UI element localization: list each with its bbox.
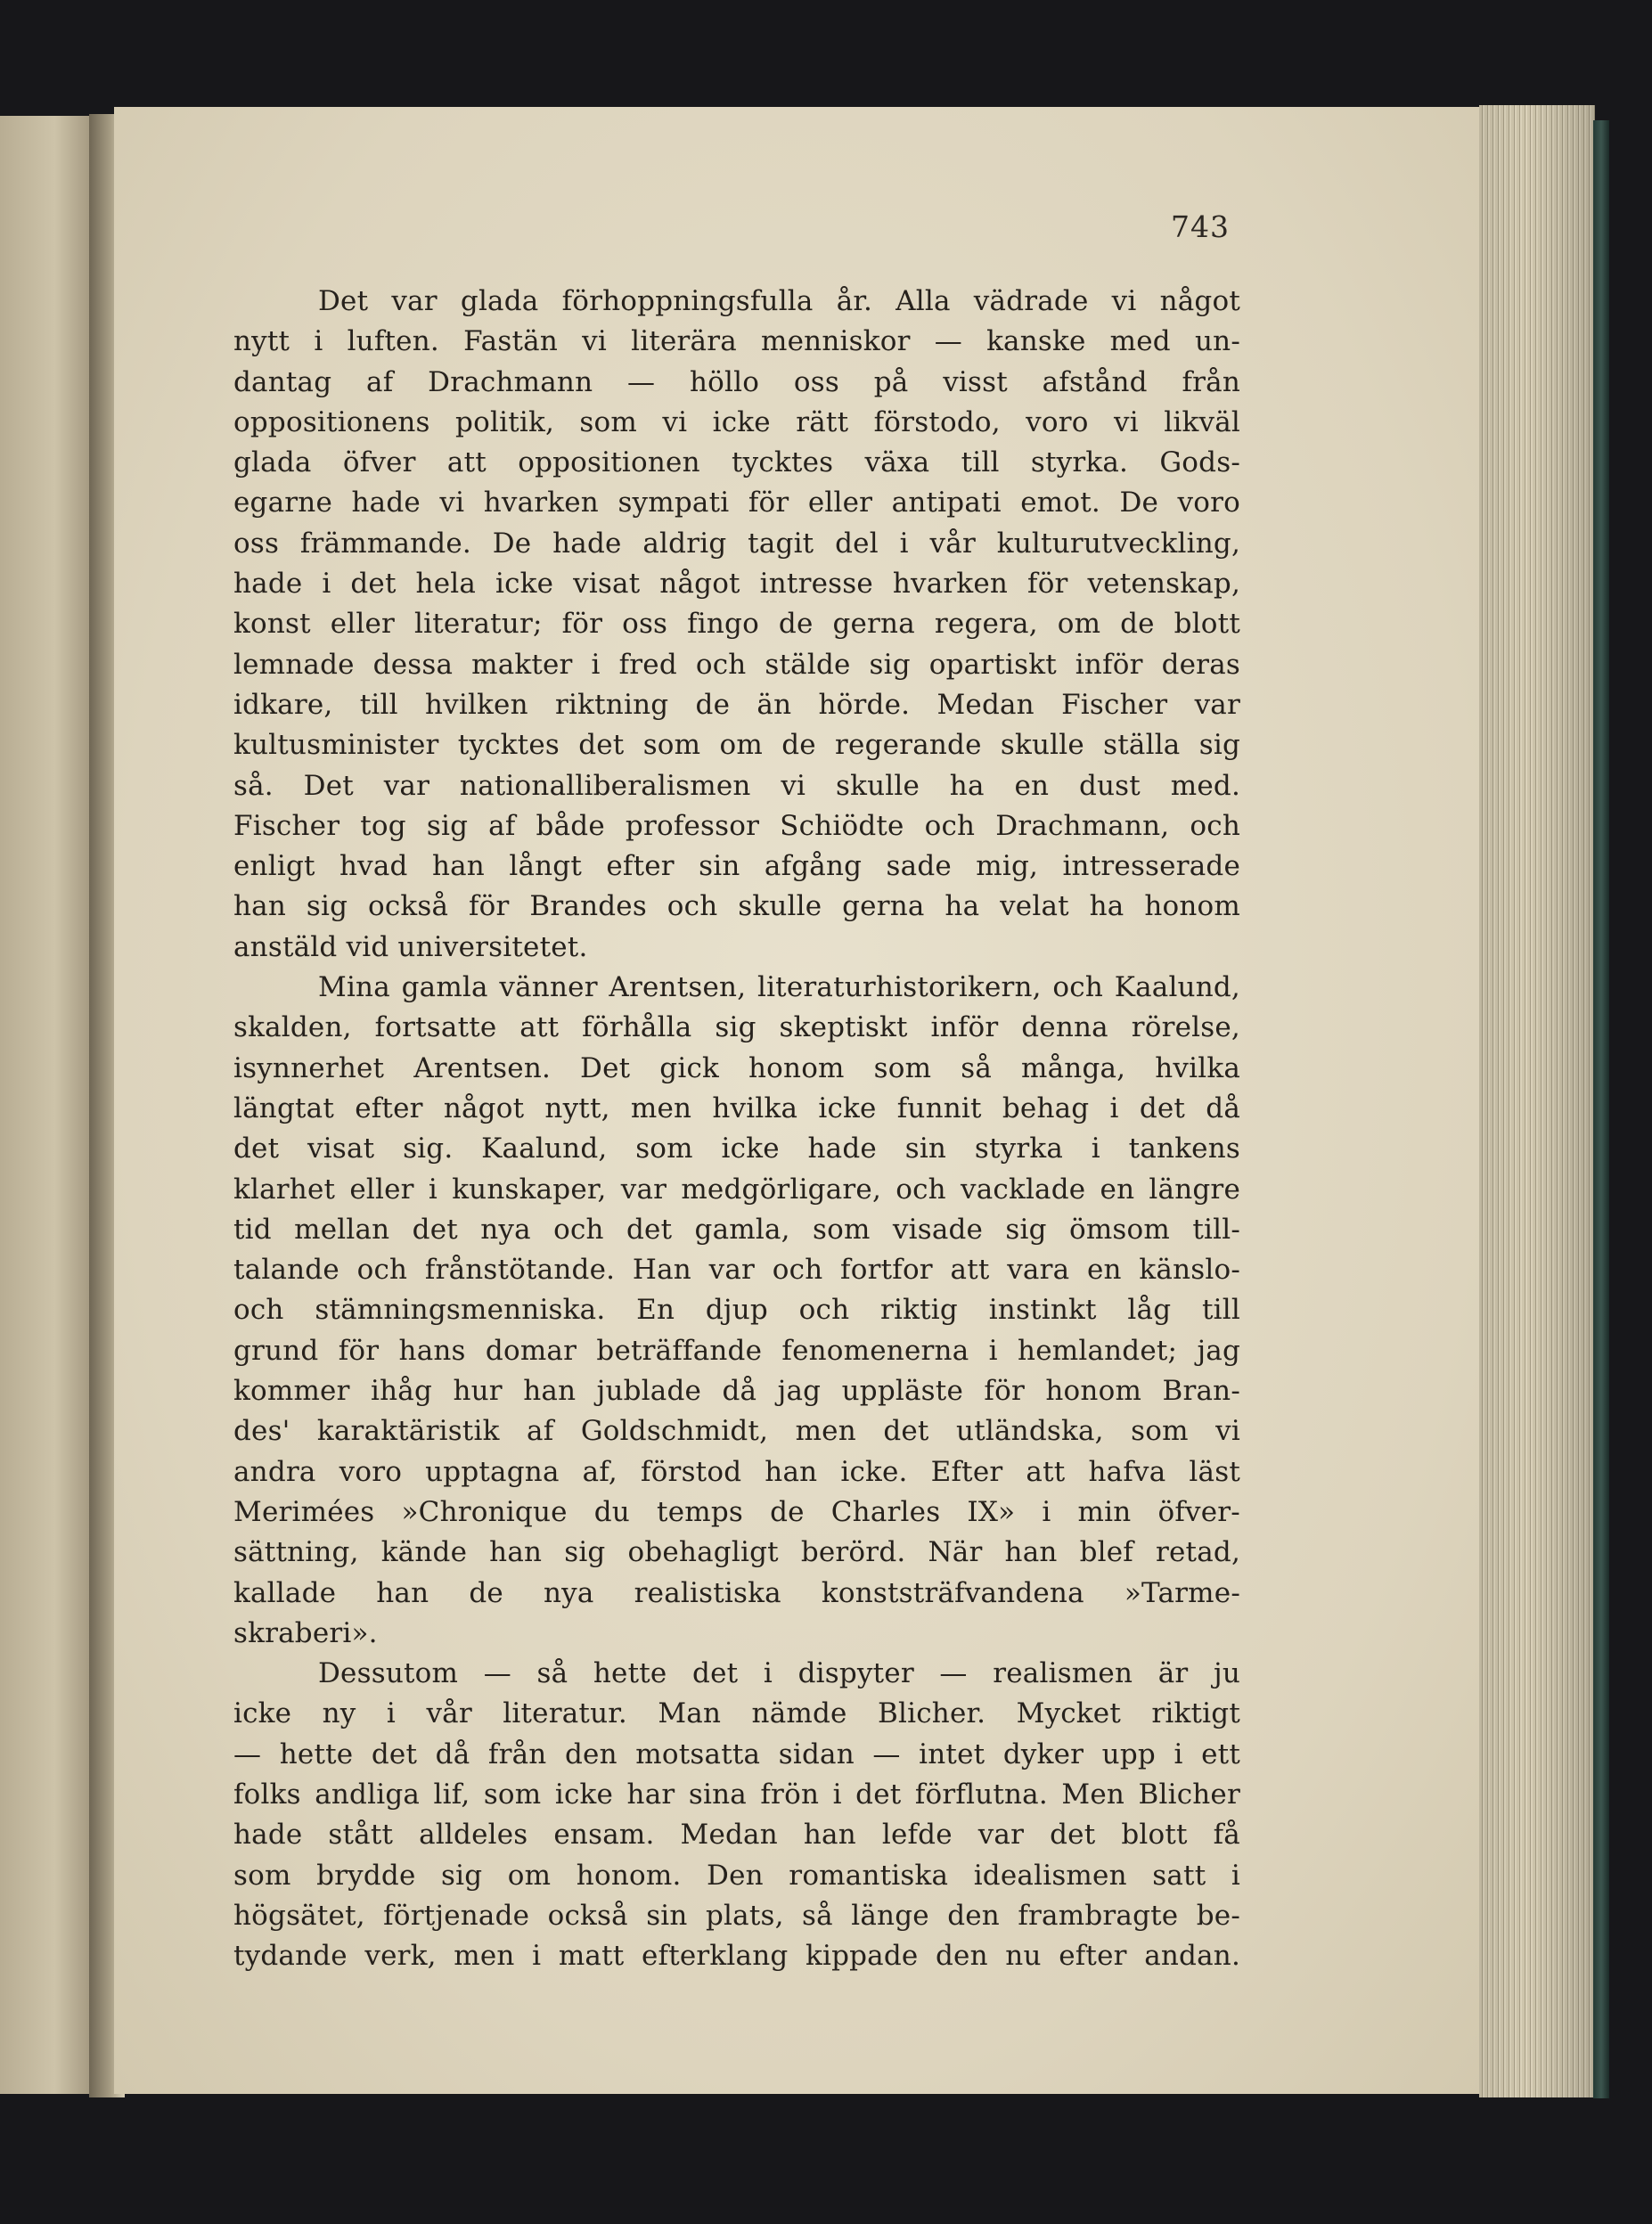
text-line: sättning, kände han sig obehagligt berörd. När han blef retad,	[233, 1536, 1240, 1569]
previous-page-edge	[0, 116, 100, 2094]
text-line: oppositionens politik, som vi icke rätt förstodo, voro vi likväl	[233, 405, 1240, 438]
text-line: kommer ihåg hur han jublade då jag uppläste för honom Bran-	[233, 1375, 1240, 1408]
text-line: egarne hade vi hvarken sympati för eller antipati emot. De voro	[233, 487, 1240, 519]
page-text	[233, 282, 1240, 1976]
text-line: isynnerhet Arentsen. Det gick honom som så många, hvilka	[233, 1051, 1240, 1084]
text-line: des' karaktäristik af Goldschmidt, men det utländska, som vi	[233, 1415, 1240, 1448]
text-line: som brydde sig om honom. Den romantiska idealismen satt i	[233, 1859, 1240, 1892]
text-line: tid mellan det nya och det gamla, som visade sig ömsom till-	[233, 1213, 1240, 1246]
text-line: — hette det då från den motsatta sidan — intet dyker upp i ett	[233, 1738, 1240, 1770]
text-line: oss främmande. De hade aldrig tagit del i vår kulturutveckling,	[233, 527, 1240, 560]
text-line: det visat sig. Kaalund, som icke hade sin styrka i tankens	[233, 1132, 1240, 1165]
text-line: Fischer tog sig af både professor Schiödte och Drachmann, och	[233, 809, 1240, 842]
text-line: högsätet, förtjenade också sin plats, så länge den frambragte be-	[233, 1899, 1240, 1932]
book-cover-edge	[1593, 120, 1609, 2098]
page-number: 743	[1171, 209, 1230, 244]
text-line: nytt i luften. Fastän vi literära menniskor — kanske med un-	[233, 325, 1240, 358]
text-line: kallade han de nya realistiska konststräfvandena »Tarme-	[233, 1576, 1240, 1609]
text-line: Mina gamla vänner Arentsen, literaturhistorikern, och Kaalund,	[318, 971, 1240, 1004]
text-line: hade i det hela icke visat något intresse hvarken för vetenskap,	[233, 568, 1240, 601]
text-line: dantag af Drachmann — höllo oss på visst afstånd från	[233, 365, 1240, 398]
text-line: icke ny i vår literatur. Man nämde Blicher. Mycket riktigt	[233, 1697, 1240, 1730]
text-line: hade stått alldeles ensam. Medan han lefde var det blott få	[233, 1819, 1240, 1852]
text-line: Merimées »Chronique du temps de Charles IX» i min öfver-	[233, 1495, 1240, 1528]
page-edges-shade	[1479, 105, 1595, 2097]
text-line: han sig också för Brandes och skulle gerna ha velat ha honom	[233, 890, 1240, 923]
text-line: lemnade dessa makter i fred och stälde sig opartiskt inför deras	[233, 648, 1240, 681]
text-line: klarhet eller i kunskaper, var medgörligare, och vacklade en längre	[233, 1173, 1240, 1206]
text-line: tydande verk, men i matt efterklang kippade den nu efter andan.	[233, 1940, 1240, 1973]
text-line: idkare, till hvilken riktning de än hörde. Medan Fischer var	[233, 688, 1240, 721]
text-line: folks andliga lif, som icke har sina frön i det förflutna. Men Blicher	[233, 1778, 1240, 1811]
text-line: skraberi».	[233, 1616, 378, 1649]
text-line: glada öfver att oppositionen tycktes växa till styrka. Gods-	[233, 446, 1240, 479]
text-line: Dessutom — så hette det i dispyter — realismen är ju	[318, 1657, 1240, 1690]
text-line: anstäld vid universitetet.	[233, 930, 588, 963]
text-line: konst eller literatur; för oss fingo de gerna regera, om de blott	[233, 608, 1240, 641]
text-line: och stämningsmenniska. En djup och riktig instinkt låg till	[233, 1294, 1240, 1327]
text-line: grund för hans domar beträffande fenomenerna i hemlandet; jag	[233, 1334, 1240, 1367]
text-line: kultusminister tycktes det som om de regerande skulle ställa sig	[233, 729, 1240, 762]
text-line: så. Det var nationalliberalismen vi skulle ha en dust med.	[233, 769, 1240, 802]
text-line: talande och frånstötande. Han var och fortfor att vara en känslo-	[233, 1254, 1240, 1287]
text-line: Det var glada förhoppningsfulla år. Alla vädrade vi något	[318, 285, 1240, 317]
text-line: skalden, fortsatte att förhålla sig skeptiskt inför denna rörelse,	[233, 1011, 1240, 1044]
text-line: andra voro upptagna af, förstod han icke. Efter att hafva läst	[233, 1455, 1240, 1488]
text-line: enligt hvad han långt efter sin afgång sade mig, intresserade	[233, 850, 1240, 883]
text-line: längtat efter något nytt, men hvilka icke funnit behag i det då	[233, 1092, 1240, 1124]
